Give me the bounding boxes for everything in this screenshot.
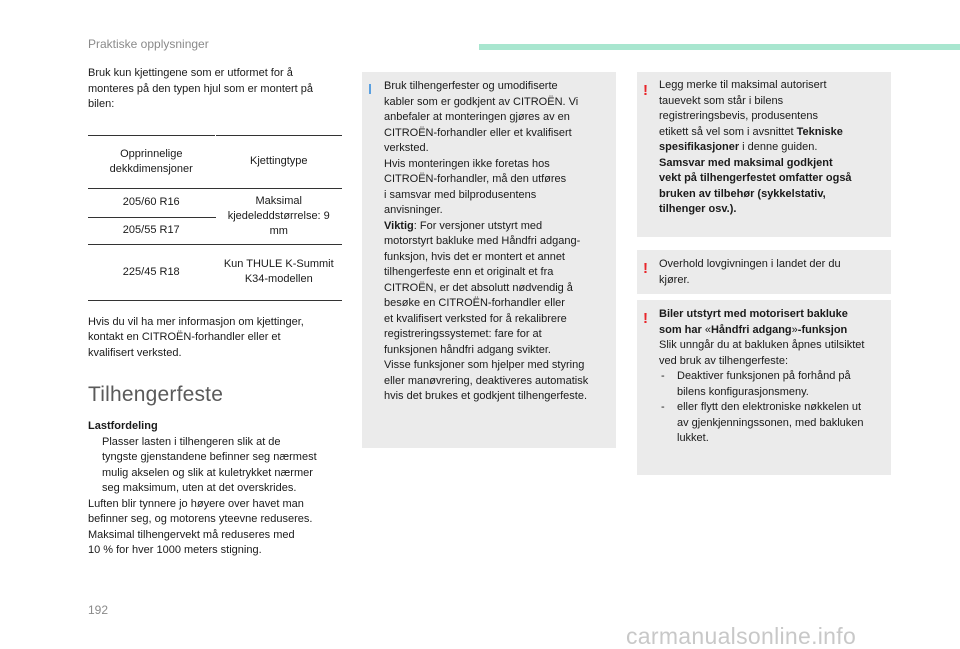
table-cell-chain-merged: Maksimal kjedeleddstørrelse: 9 mm xyxy=(215,188,342,244)
text-line: verksted. xyxy=(384,142,429,154)
text-line: bilen: xyxy=(88,98,115,110)
table-cell-size: 225/45 R18 xyxy=(88,244,215,300)
warning-icon: ! xyxy=(643,260,648,277)
text-span: vekt på tilhengerfestet omfatter også xyxy=(659,172,852,184)
text-line: Bruk kun kjettingene som er utformet for å xyxy=(88,67,293,79)
viktig-label: Viktig xyxy=(384,219,414,232)
text-line: anbefaler at monteringen gjøres av en xyxy=(384,111,570,123)
dash-marker: - xyxy=(661,401,665,413)
text-span: tilhenger osv.). xyxy=(659,203,737,215)
text-line: monteres på den typen hjul som er montert på xyxy=(88,82,314,95)
left-column xyxy=(88,66,342,559)
load-distribution-heading: Lastfordeling xyxy=(88,420,158,432)
text-line: lukket. xyxy=(677,432,709,444)
text-line: hvis det brukes et godkjent tilhengerfeste. xyxy=(384,390,588,402)
info-box-towbar xyxy=(362,72,616,448)
text-line: ved bruk av tilhengerfeste: xyxy=(659,354,789,367)
warning-icon: ! xyxy=(643,82,648,99)
text-line: tilhengerfeste enn et originalt et fra xyxy=(384,266,554,278)
text-line: av gjenkjenningssonen, med bakluken xyxy=(677,416,864,429)
text-line: eller manøvrering, deaktiveres automatisk xyxy=(384,374,589,387)
text-line: tyngste gjenstandene befinner seg nærmest xyxy=(102,451,317,463)
viktig-line xyxy=(384,219,608,235)
text-line: i samsvar med bilprodusentens xyxy=(384,188,537,201)
more-info-paragraph xyxy=(88,315,342,362)
list-item xyxy=(659,369,883,400)
text-line xyxy=(659,140,883,156)
table-cell-chain: Kun THULE K-Summit K34-modellen xyxy=(215,244,342,300)
text-line: Hvis du vil ha mer informasjon om kjettinger, xyxy=(88,315,304,328)
text-line xyxy=(659,171,883,187)
bullet-icon xyxy=(88,435,102,497)
text-span: som har xyxy=(659,323,705,336)
text-line: Visse funksjoner som hjelper med styring xyxy=(384,359,585,371)
dash-marker: - xyxy=(661,370,665,382)
text-span: Håndfri adgang xyxy=(710,323,792,336)
watermark: carmanualsonline.info xyxy=(626,623,857,649)
bullet-item xyxy=(88,435,342,497)
warning-box-legislation xyxy=(637,250,891,294)
text-line: anvisninger. xyxy=(384,204,443,216)
list-item xyxy=(659,400,883,447)
text-line: kjører. xyxy=(659,273,690,286)
text-span: etikett så vel som i avsnittet xyxy=(659,125,797,138)
section-title: Tilhengerfeste xyxy=(88,383,224,406)
altitude-paragraph xyxy=(88,497,342,559)
text-line: Overhold lovgivningen i landet der du xyxy=(659,258,841,270)
text-line: 10 % for hver 1000 meters stigning. xyxy=(88,544,262,556)
text-line: Legg merke til maksimal autorisert xyxy=(659,79,827,91)
text-line xyxy=(659,125,883,141)
text-span: » xyxy=(791,323,798,336)
table-header-chain-type: Kjettingtype xyxy=(215,135,342,188)
warning-box-hands-free-tailgate xyxy=(637,300,891,475)
text-line: Hvis monteringen ikke foretas hos xyxy=(384,157,550,170)
text-span: Biler utstyrt med motorisert bakluke xyxy=(659,308,848,320)
text-span: bruken av tilbehør (sykkelstativ, xyxy=(659,187,826,200)
text-line: registreringsbevis, produsentens xyxy=(659,110,818,122)
text-line: CITROËN-forhandler, må den utføres xyxy=(384,173,567,185)
text-line xyxy=(659,202,883,218)
text-span: : For versjoner utstyrt med xyxy=(413,219,543,232)
text-line: befinner seg, og motorens yteevne reduseres. xyxy=(88,513,313,525)
text-span: spesifikasjoner xyxy=(659,141,740,153)
text-line: CITROËN, er det absolutt nødvendig å xyxy=(384,281,573,294)
text-line xyxy=(659,307,883,323)
text-line: seg maksimum, uten at det overskrides. xyxy=(102,482,297,494)
text-line: Slik unngår du at bakluken åpnes utilsiktet xyxy=(659,339,865,351)
text-span: -funksjon xyxy=(797,323,848,336)
text-line: bilens konfigurasjonsmeny. xyxy=(677,385,809,398)
text-line: registreringssystemet: fare for at xyxy=(384,328,542,340)
text-line: kabler som er godkjent av CITROËN. Vi xyxy=(384,95,579,108)
text-line: Plasser lasten i tilhengeren slik at de xyxy=(102,435,281,448)
table-cell-size: 205/60 R16 xyxy=(88,188,215,217)
text-line: tauevekt som står i bilens xyxy=(659,94,784,107)
header-accent-bar xyxy=(479,44,960,50)
text-line: Maksimal tilhengervekt må reduseres med xyxy=(88,528,295,541)
text-span: i denne guiden. xyxy=(739,141,818,153)
text-line: kontakt en CITROËN-forhandler eller et xyxy=(88,331,281,343)
text-line: Luften blir tynnere jo høyere over havet man xyxy=(88,497,304,510)
text-line: CITROËN-forhandler eller et kvalifisert xyxy=(384,126,572,139)
text-line: eller flytt den elektroniske nøkkelen ut xyxy=(677,401,862,413)
text-line: Deaktiver funksjonen på forhånd på xyxy=(677,370,851,382)
running-header: Praktiske opplysninger xyxy=(88,37,209,51)
page-number: 192 xyxy=(88,603,109,617)
text-line xyxy=(659,156,883,172)
warning-icon: ! xyxy=(643,310,648,327)
text-span: « xyxy=(704,323,711,336)
table-cell-size: 205/55 R17 xyxy=(88,217,215,244)
warning-box-max-weight xyxy=(637,72,891,237)
table-header-tyre-size: Opprinnelige dekkdimensjoner xyxy=(88,135,215,188)
text-line: Bruk tilhengerfester og umodifiserte xyxy=(384,80,558,92)
text-line: kvalifisert verksted. xyxy=(88,346,182,359)
snow-chain-table xyxy=(88,135,342,301)
text-span: Tekniske xyxy=(796,125,843,138)
text-line: et kvalifisert verksted for å rekalibrere xyxy=(384,312,567,325)
text-line xyxy=(659,187,883,203)
text-span: Samsvar med maksimal godkjent xyxy=(659,156,833,169)
text-line xyxy=(659,323,883,339)
text-line: mulig akselen og slik at kuletrykket nærmer xyxy=(102,466,313,479)
text-line: funksjonen håndfri adgang svikter. xyxy=(384,343,551,356)
text-line: funksjon, hvis det er montert et annet xyxy=(384,250,565,263)
text-line: besøke en CITROËN-forhandler eller xyxy=(384,297,565,309)
info-icon xyxy=(369,84,371,94)
chain-intro xyxy=(88,66,342,113)
text-line: motorstyrt bakluke med Håndfri adgang- xyxy=(384,235,581,247)
